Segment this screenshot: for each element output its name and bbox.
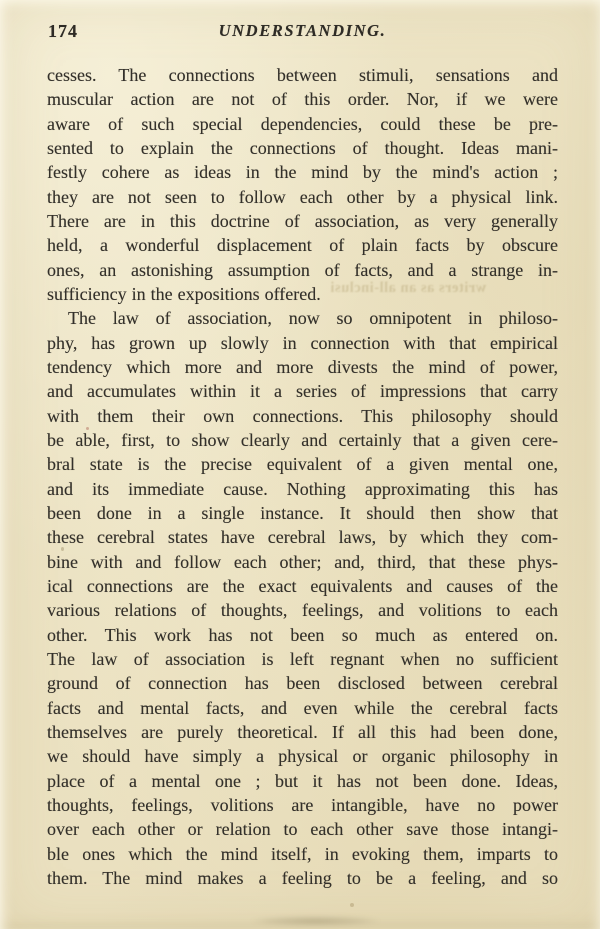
text-line: and its immediate cause. Nothing approximating this has — [47, 478, 558, 499]
body-text — [47, 63, 558, 890]
running-header-title: UNDERSTANDING. — [218, 21, 387, 40]
running-head — [47, 21, 558, 45]
text-line: The law of association is left regnant when no sufficient — [47, 648, 558, 669]
text-line: ones, an astonishing assumption of facts, and a strange in- — [47, 259, 558, 280]
text-line: place of a mental one ; but it has not been done. Ideas, — [47, 770, 558, 791]
text-line: themselves are purely theoretical. If all this had been done, — [47, 721, 558, 742]
text-line: been done in a single instance. It should then show that — [47, 502, 558, 523]
paper-speck — [350, 903, 354, 907]
text-line: cesses. The connections between stimuli, sensations and — [47, 65, 558, 85]
text-line: The law of association, now so omnipotent in philoso- — [68, 308, 558, 329]
text-line: held, a wonderful displacement of plain facts by obscure — [47, 235, 558, 256]
text-line: sufficiency in the expositions offered. — [47, 283, 321, 304]
text-line: them. The mind makes a feeling to be a feeling, and so — [47, 867, 558, 888]
paragraph — [47, 306, 558, 890]
text-line: these cerebral states have cerebral laws, by which they com- — [47, 527, 558, 548]
text-line: various relations of thoughts, feelings, and volitions to each — [47, 600, 558, 621]
text-line: There are in this doctrine of association, as very generally — [47, 210, 558, 231]
text-line: ground of connection has been disclosed between cerebral — [47, 673, 558, 694]
text-line: and accumulates within it a series of impressions that carry — [47, 381, 558, 402]
text-line: muscular action are not of this order. Nor, if we were — [47, 89, 558, 110]
text-line: sented to explain the connections of thought. Ideas mani- — [47, 137, 558, 158]
text-line: with them their own connections. This philosophy should — [47, 405, 558, 426]
text-line: tendency which more and more divests the mind of power, — [47, 356, 558, 377]
text-line: ble ones which the mind itself, in evoking them, imparts to — [47, 843, 558, 864]
text-line: facts and mental facts, and even while the cerebral facts — [47, 697, 558, 718]
text-line: bral state is the precise equivalent of a given mental one, — [47, 454, 558, 475]
page-number: 174 — [48, 21, 78, 41]
text-line: other. This work has not been so much as entered on. — [47, 624, 558, 645]
text-line: ical connections are the exact equivalents and causes of the — [47, 575, 558, 596]
text-line: over each other or relation to each other save those intangi- — [47, 819, 558, 840]
ink-bleed-artifact: writers as an all-inclusi — [330, 280, 487, 296]
scan-smudge-artifact — [228, 914, 403, 928]
text-line: phy, has grown up slowly in connection with that empirical — [47, 332, 558, 353]
text-line: festly cohere as ideas in the mind by the mind's action ; — [47, 162, 558, 183]
paragraph — [47, 63, 558, 306]
text-line: aware of such special dependencies, could these be pre- — [47, 113, 558, 134]
text-line: bine with and follow each other; and, third, that these phys- — [47, 551, 558, 572]
text-line: be able, first, to show clearly and certainly that a given cere- — [47, 429, 558, 450]
text-line: thoughts, feelings, volitions are intangible, have no power — [47, 794, 558, 815]
text-line: we should have simply a physical or organic philosophy in — [47, 746, 558, 767]
text-line: they are not seen to follow each other by a physical link. — [47, 186, 558, 207]
